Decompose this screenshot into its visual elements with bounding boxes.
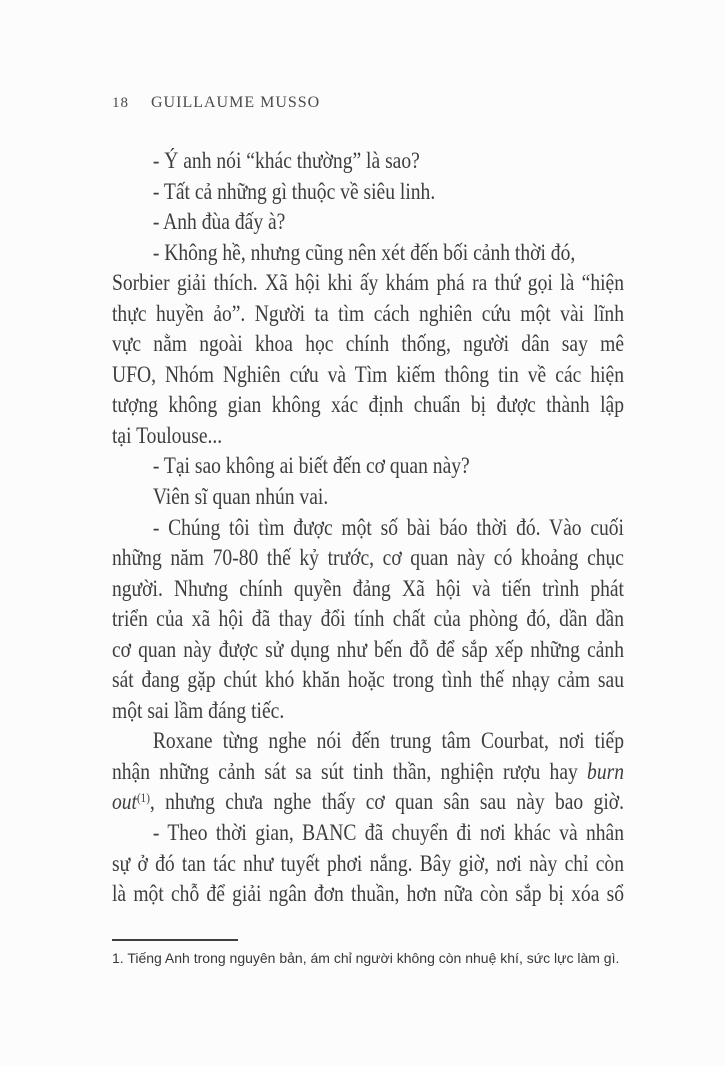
body-line: cơ quan này được sử dụng như bến đỗ để sắp xếp những cảnh xyxy=(112,636,625,662)
body-line: Viên sĩ quan nhún vai. xyxy=(152,484,329,510)
body-line: thực huyền ảo”. Người ta tìm cách nghiên cứu một vài lĩnh xyxy=(112,300,625,326)
page-number: 18 xyxy=(112,95,129,111)
body-line: UFO, Nhóm Nghiên cứu và Tìm kiếm thông tin về các hiện xyxy=(112,361,625,387)
body-line: những năm 70-80 thế kỷ trước, cơ quan này có khoảng chục xyxy=(112,545,625,571)
body-line: sát đang gặp chút khó khăn hoặc trong tình thế nhạy cảm sau xyxy=(112,667,625,693)
body-line: - Không hề, nhưng cũng nên xét đến bối cảnh thời đó, xyxy=(152,239,576,265)
body-text xyxy=(112,146,624,910)
paragraph xyxy=(112,513,624,727)
paragraph xyxy=(112,818,624,910)
paragraph xyxy=(112,207,624,238)
footnote-divider xyxy=(112,939,238,941)
body-line: - Tại sao không ai biết đến cơ quan này? xyxy=(152,453,470,479)
body-line: người. Nhưng chính quyền đảng Xã hội và tiến trình phát xyxy=(112,575,625,601)
body-line: out$^{(1)}$, nhưng chưa nghe thấy cơ quan sân sau này bao giờ. xyxy=(112,789,625,815)
body-line: nhận những cảnh sát sa sút tinh thần, nghiện rượu hay burn xyxy=(112,758,625,784)
body-line: tượng không gian không xác định chuẩn bị được thành lập xyxy=(112,392,625,418)
paragraph xyxy=(112,451,624,482)
paragraph xyxy=(112,146,624,177)
body-line: triển của xã hội đã thay đổi tính chất của phòng đó, dần dần xyxy=(112,606,625,632)
body-line: - Chúng tôi tìm được một số bài báo thời đó. Vào cuối xyxy=(152,514,625,540)
paragraph xyxy=(112,238,624,452)
paragraph xyxy=(112,726,624,818)
body-line: - Ý anh nói “khác thường” là sao? xyxy=(152,148,420,173)
body-line: - Tất cả những gì thuộc về siêu linh. xyxy=(152,178,436,204)
body-line: một sai lầm đáng tiếc. xyxy=(112,697,285,723)
body-line: tại Toulouse... xyxy=(112,422,223,448)
body-line: là một chỗ để giải ngân đơn thuần, hơn nữa còn sắp bị xóa sổ xyxy=(112,881,625,907)
body-line: Roxane từng nghe nói đến trung tâm Courbat, nơi tiếp xyxy=(152,728,625,754)
running-header xyxy=(112,94,320,112)
footnote-text: 1. Tiếng Anh trong nguyên bản, ám chỉ người không còn nhuệ khí, sức lực làm gì. xyxy=(112,950,620,966)
body-line: Sorbier giải thích. Xã hội khi ấy khám phá ra thứ gọi là “hiện xyxy=(112,270,625,296)
paragraph xyxy=(112,177,624,208)
paragraph xyxy=(112,482,624,513)
running-head-author: GUILLAUME MUSSO xyxy=(151,94,321,111)
body-line: vực nằm ngoài khoa học chính thống, người dân say mê xyxy=(112,331,625,357)
body-line: sự ở đó tan tác như tuyết phơi nắng. Bây giờ, nơi này chỉ còn xyxy=(112,850,625,876)
body-line: - Theo thời gian, BANC đã chuyển đi nơi khác và nhân xyxy=(152,820,625,846)
body-line: - Anh đùa đấy à? xyxy=(152,209,286,235)
